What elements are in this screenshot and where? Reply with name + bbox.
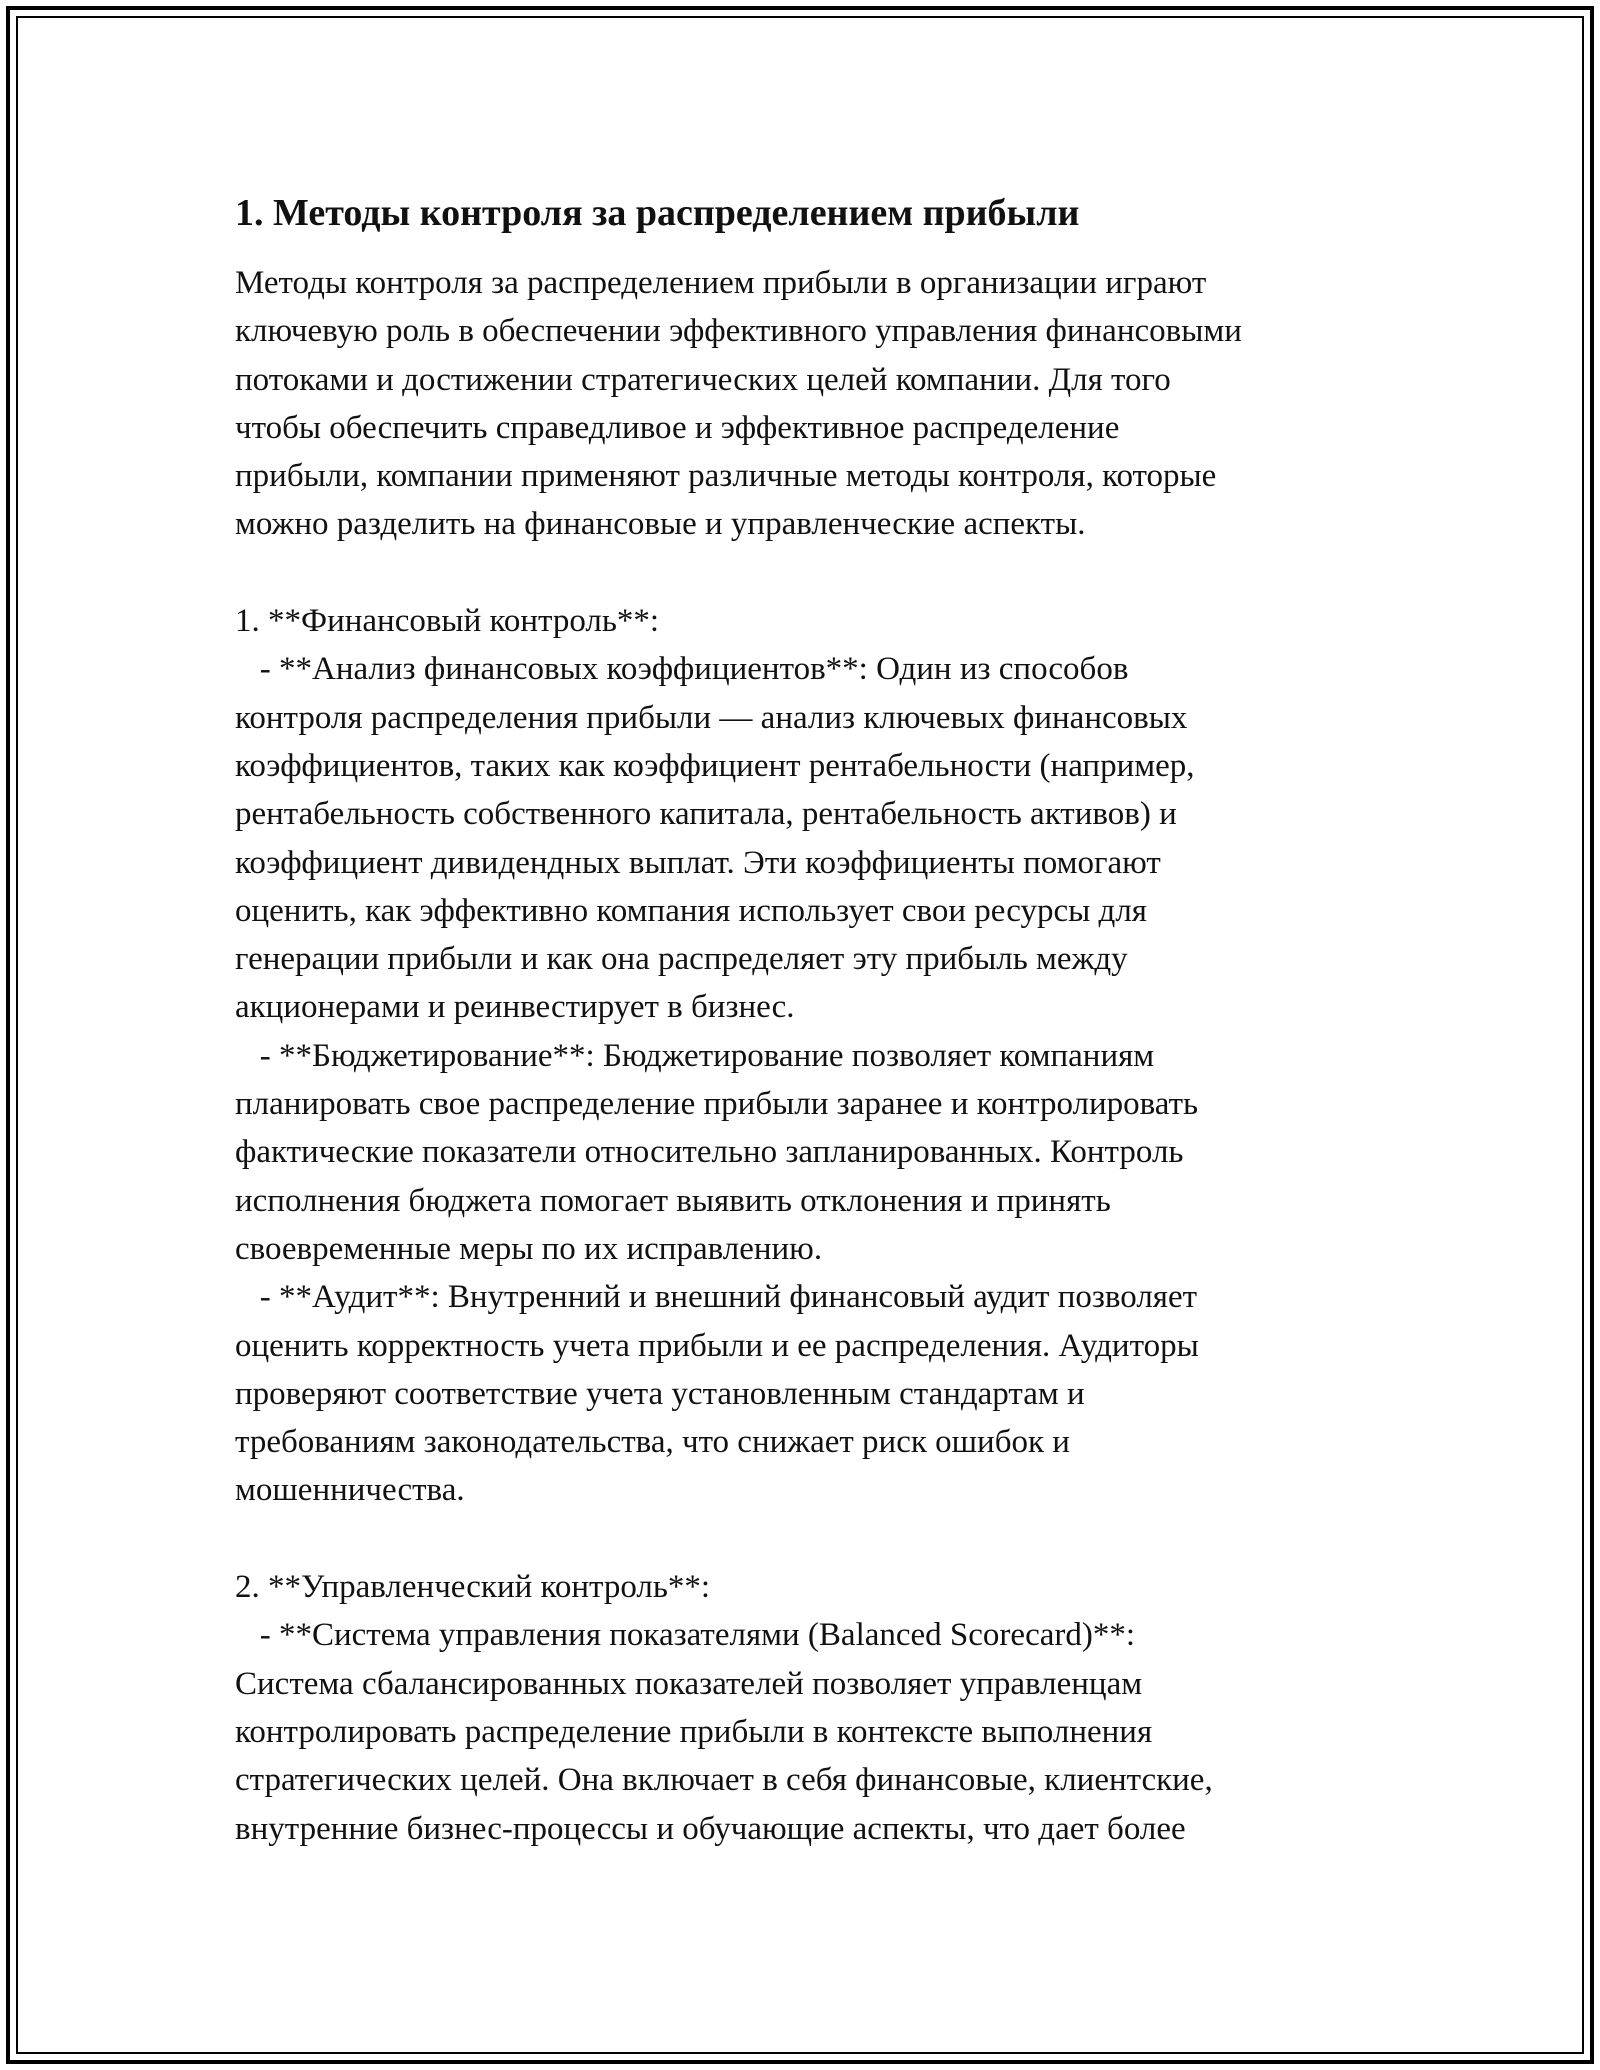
- document-body-text: Методы контроля за распределением прибыли в организации играют ключевую роль в обеспечении эффективного управления финансовыми потоками и достижении стратегических целей компании. Для того чтобы обеспечить справедливое и эффективное распределение прибыли, компании применяют различные методы контроля, которые можно разделить на финансовые и управленческие аспекты. 1. **Финансовый контроль**: - **Анализ финансовых коэффициентов**: Один из способов контроля распределения прибыли — анализ ключевых финансовых коэффициентов, таких как коэффициент рентабельности (например, рентабельность собственного капитала, рентабельность активов) и коэффициент дивидендных выплат. Эти коэффициенты помогают оценить, как эффективно компания использует свои ресурсы для генерации прибыли и как она распределяет эту прибыль между акционерами и реинвестирует в бизнес. - **Бюджетирование**: Бюджетирование позволяет компаниям планировать свое распределение прибыли заранее и контролировать фактические показатели относительно запланированных. Контроль исполнения бюджета помогает выявить отклонения и принять своевременные меры по их исправлению. - **Аудит**: Внутренний и внешний финансовый аудит позволяет оценить корректность учета прибыли и ее распределения. Аудиторы проверяют соответствие учета установленным стандартам и требованиям законодательства, что снижает риск ошибок и мошенничества. 2. **Управленческий контроль**: - **Система управления показателями (Balanced Scorecard)**: Система сбалансированных показателей позволяет управленцам контролировать распределение прибыли в контексте выполнения стратегических целей. Она включает в себя финансовые, клиентские, внутренние бизнес-процессы и обучающие аспекты, что дает более: [235, 265, 1242, 1847]
- page-title: 1. Методы контроля за распределением прибыли: [235, 192, 1080, 234]
- document-page: [235, 185, 1385, 1853]
